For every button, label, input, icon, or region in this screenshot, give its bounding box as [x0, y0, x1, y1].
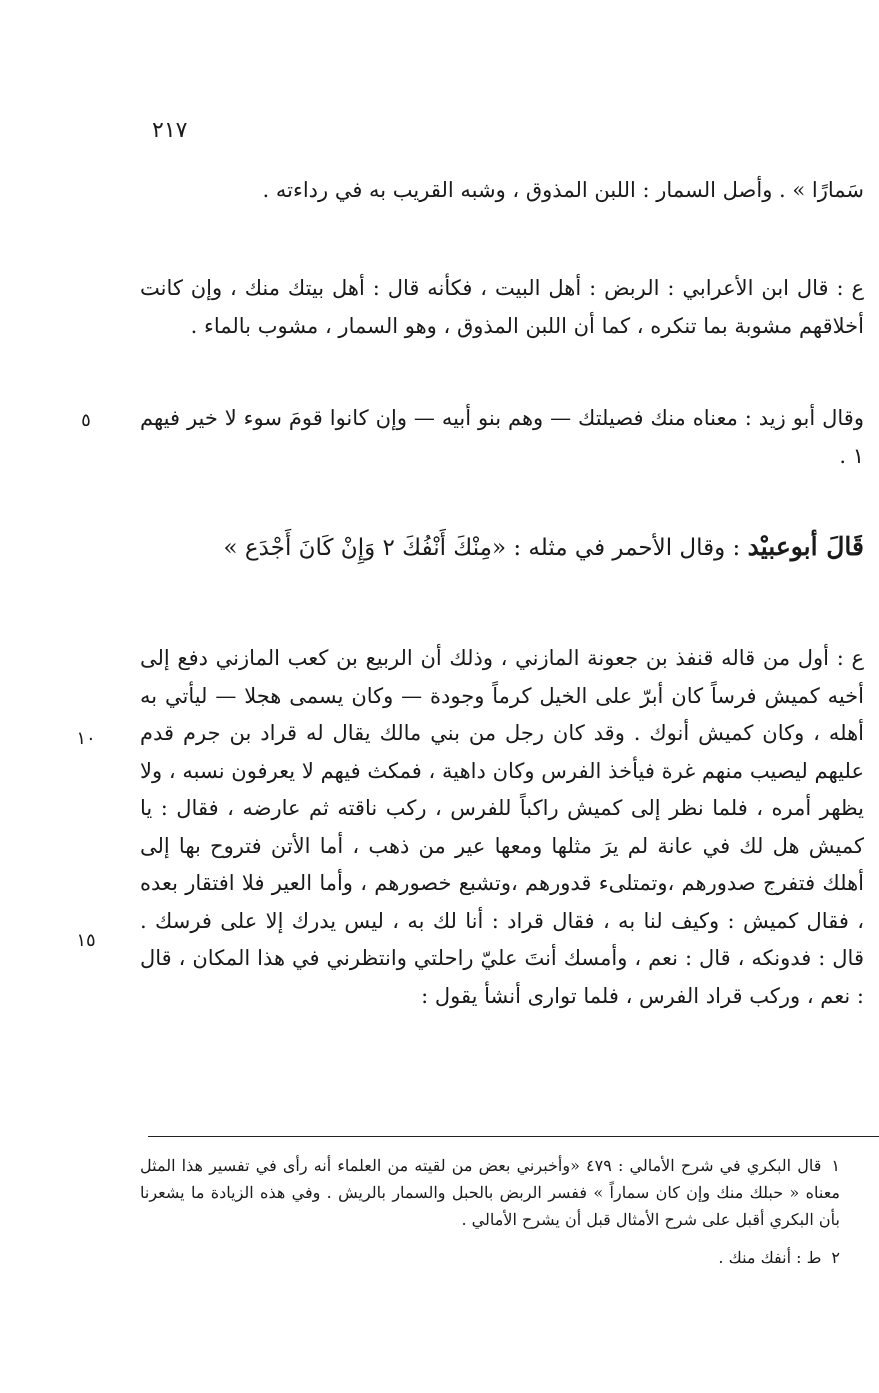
line-number-10: ١٠	[76, 728, 96, 749]
footnote-divider	[148, 1136, 879, 1137]
line-number-5: ٥	[81, 410, 91, 431]
footnote-2-text: ط : أنفك منك .	[718, 1248, 822, 1267]
page-number: ٢١٧	[152, 118, 188, 143]
line-number-15: ١٥	[76, 930, 96, 951]
footnote-2	[140, 1244, 840, 1271]
heading-proverb: : وقال الأحمر في مثله : «مِنْكَ أَنْفُكَ ٢ وَإِنْ كَانَ أَجْدَع »	[223, 535, 741, 561]
footnote-1-number: ١	[831, 1156, 840, 1175]
section-heading	[140, 527, 864, 568]
footnote-1	[140, 1152, 840, 1233]
paragraph-2: ع : قال ابن الأعرابي : الربض : أهل البيت ، فكأنه قال : أهل بيتك منك ، وإن كانت أخلاقهم مشوبة بما تنكره ، كما أن اللبن المذوق ، وهو السمار ، مشوب بالماء .	[140, 276, 864, 338]
paragraph-1: سَمارًا » . وأصل السمار : اللبن المذوق ، وشبه القريب به في رداءته .	[262, 178, 864, 202]
paragraph-3: وقال أبو زيد : معناه منك فصيلتك — وهم بنو أبيه — وإن كانوا قومَ سوء لا خير فيهم ١ .	[140, 406, 864, 468]
footnote-2-number: ٢	[831, 1248, 840, 1267]
footnote-1-text: قال البكري في شرح الأمالي : ٤٧٩ «وأخبرني بعض من لقيته من العلماء أنه رأى في تفسير هذا المثل معناه « حبلك منك وإن كان سماراً » ففسر الربض بالحبل والسمار بالريش . وفي هذه الزيادة ما يشعرنا بأن البكري أقبل على شرح الأمثال قبل أن يشرح الأمالي .	[140, 1156, 841, 1229]
paragraph-4: ع : أول من قاله قنفذ بن جعونة المازني ، وذلك أن الربيع بن كعب المازني دفع إلى أخيه كميش فرساً كان أبرّ على الخيل كرماً وجودة — وكان يسمى هجلا — ليأتي به أهله ، وكان كميش أنوك . وقد كان رجل من بني مالك يقال له قراد بن جرم قدم عليهم ليصيب منهم غرة فيأخذ الفرس وكان داهية ، فمكث فيهم لا يعرفون نسبه ، ولا يظهر أمره ، فلما نظر إلى كميش راكباً للفرس ، ركب ناقته ثم عارضه ، فقال : يا كميش هل لك في عانة لم يرَ مثلها ومعها عير من ذهب ، أما الأتن فتروح بها إلى أهلك فتفرج صدورهم ،وتمتلىء قدورهم ،وتشبع خصورهم ، وأما العير فلا افتقار بعده ، فقال كميش : وكيف لنا به ، فقال قراد : أنا لك به ، ليس يدرك إلا على فرسك . قال : فدونكه ، قال : نعم ، وأمسك أنتَ عليّ راحلتي وانتظرني في هذا المكان ، قال : نعم ، وركب قراد الفرس ، فلما توارى أنشأ يقول :	[140, 646, 864, 1008]
heading-author: قَالَ أبوعبيْد	[747, 532, 864, 561]
